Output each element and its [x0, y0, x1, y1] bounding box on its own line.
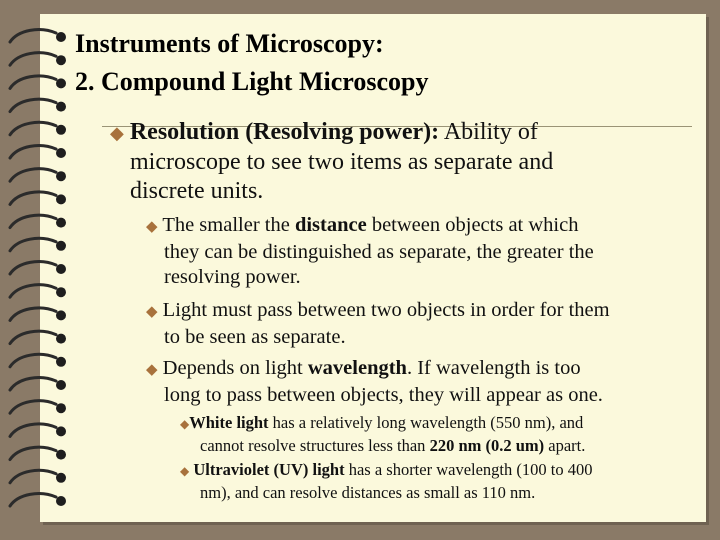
bullet-depends-wavelength: [146, 356, 698, 408]
binding-ring: [10, 192, 66, 204]
white-text-2a: cannot resolve structures less than: [200, 436, 430, 455]
white-text-1: has a relatively long wavelength (550 nm), and: [268, 413, 584, 432]
binding-ring: [10, 215, 66, 227]
diamond-bullet-icon: ◆: [110, 123, 124, 143]
binding-ring: [10, 424, 66, 436]
light-line-2: to be seen as separate.: [164, 326, 346, 348]
binding-ring: [10, 470, 66, 482]
bullet-white-light: [180, 412, 700, 457]
binding-ring: [10, 76, 66, 88]
resolution-text-3: discrete units.: [130, 178, 264, 204]
diamond-bullet-icon: ◆: [180, 464, 190, 478]
title-line-1: Instruments of Microscopy:: [75, 29, 384, 58]
binding-ring: [10, 331, 66, 343]
binding-ring: [10, 122, 66, 134]
white-bold-2: 220 nm (0.2 um): [429, 436, 545, 455]
light-line-1: Light must pass between two objects in order for them: [162, 299, 610, 321]
bullet-light-pass: [146, 298, 698, 350]
binding-ring: [10, 308, 66, 320]
smaller-bold: distance: [294, 214, 367, 236]
uv-text-1: has a shorter wavelength (100 to 400: [344, 460, 593, 479]
resolution-term: Resolution (Resolving power):: [129, 119, 440, 145]
binding-ring: [10, 169, 66, 181]
binding-ring: [10, 146, 66, 158]
uv-text-2: nm), and can resolve distances as small as 110 nm.: [200, 483, 536, 502]
resolution-text-2: microscope to see two items as separate and: [130, 149, 554, 175]
smaller-post: between objects at which: [366, 214, 579, 236]
smaller-line-3: resolving power.: [164, 266, 301, 288]
depends-line-2: long to pass between objects, they will appear as one.: [164, 384, 603, 406]
smaller-pre: The smaller the: [162, 214, 295, 236]
binding-ring: [10, 354, 66, 366]
depends-pre: Depends on light: [162, 357, 308, 379]
white-bold: White light: [189, 413, 269, 432]
depends-post: . If wavelength is too: [406, 357, 581, 379]
bullet-smaller-distance: [146, 213, 698, 290]
binding-ring: [10, 99, 66, 111]
spiral-binding: [0, 22, 80, 522]
diamond-bullet-icon: ◆: [180, 417, 190, 431]
binding-ring: [10, 285, 66, 297]
binding-ring: [10, 30, 66, 42]
white-text-2b: apart.: [544, 436, 586, 455]
binding-ring: [10, 401, 66, 413]
diamond-bullet-icon: ◆: [146, 362, 158, 378]
diamond-bullet-icon: ◆: [146, 219, 158, 235]
binding-ring: [10, 262, 66, 274]
title-line-2: 2. Compound Light Microscopy: [75, 67, 429, 96]
slide-title: [75, 30, 675, 96]
diamond-bullet-icon: ◆: [146, 304, 158, 320]
binding-ring: [10, 447, 66, 459]
uv-bold: Ultraviolet (UV) light: [193, 460, 345, 479]
resolution-text-1: Ability of: [439, 119, 538, 145]
bullet-resolution: [110, 118, 690, 206]
binding-ring: [10, 494, 66, 506]
binding-ring: [10, 378, 66, 390]
binding-ring: [10, 53, 66, 65]
bullet-uv-light: [180, 459, 700, 504]
depends-bold: wavelength: [307, 357, 407, 379]
smaller-line-2: they can be distinguished as separate, the greater the: [164, 241, 594, 263]
binding-ring: [10, 238, 66, 250]
